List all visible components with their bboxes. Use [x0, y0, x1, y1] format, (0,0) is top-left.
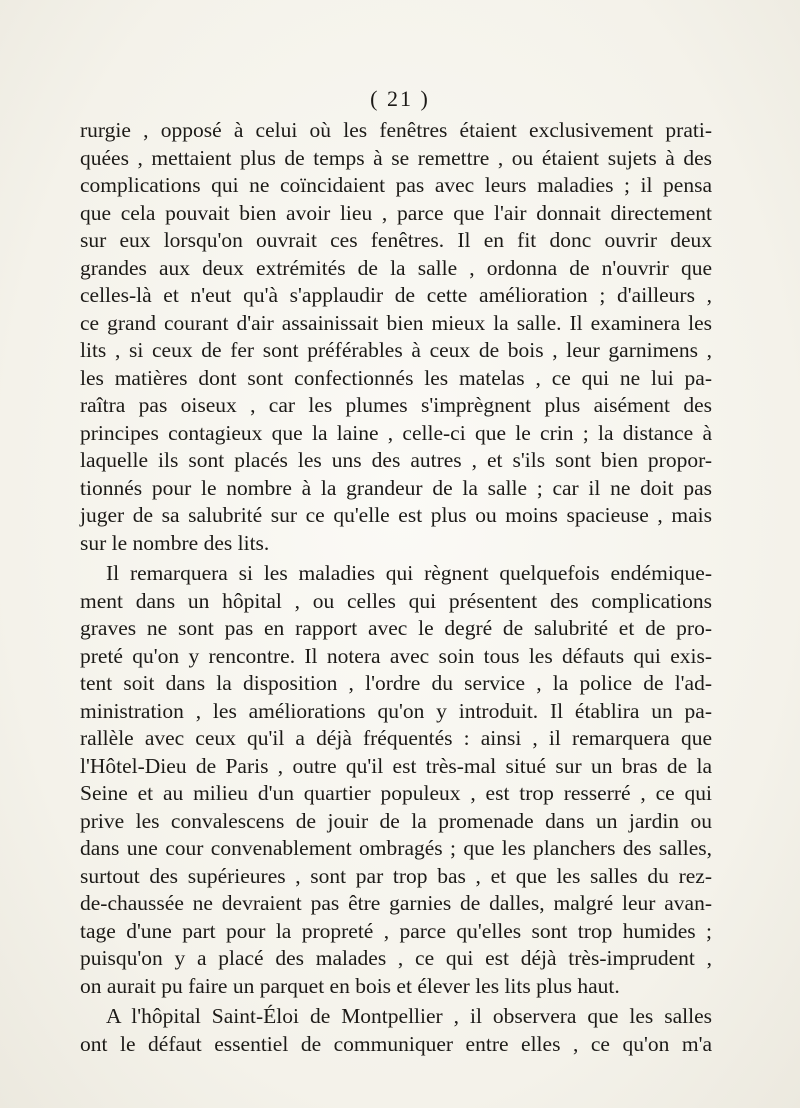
text-line: sur eux lorsqu'on ouvrait ces fenêtres. Il en fit donc ouvrir deux	[80, 228, 712, 252]
paragraph-3	[80, 1003, 712, 1058]
text-line: ministration , les améliorations qu'on y introduit. Il établira un pa-	[80, 698, 712, 723]
text-line: lits , si ceux de fer sont préférables à ceux de bois , leur garnimens ,	[80, 338, 712, 362]
body-text	[80, 117, 712, 1058]
page-number: ( 21 )	[370, 86, 430, 111]
text-line: complications qui ne coïncidaient pas avec leurs maladies ; il pensa	[80, 173, 712, 197]
text-line: quées , mettaient plus de temps à se remettre , ou étaient sujets à des	[80, 145, 712, 170]
text-line: sur le nombre des lits.	[80, 530, 270, 555]
text-line: principes contagieux que la laine , celle-ci que le crin ; la distance à	[80, 420, 712, 445]
text-line: surtout des supérieures , sont par trop bas , et que les salles du rez-	[80, 863, 712, 888]
text-line: ment dans un hôpital , ou celles qui présentent des complications	[80, 588, 712, 613]
text-line: tionnés pour le nombre à la grandeur de la salle ; car il ne doit pas	[80, 475, 712, 500]
text-line: l'Hôtel-Dieu de Paris , outre qu'il est très-mal situé sur un bras de la	[80, 753, 712, 778]
text-line: rallèle avec ceux qu'il a déjà fréquentés : ainsi , il remarquera que	[80, 726, 712, 750]
text-line: dans une cour convenablement ombragés ; que les planchers des salles,	[80, 836, 712, 860]
text-line: de-chaussée ne devraient pas être garnies de dalles, malgré leur avan-	[80, 891, 712, 915]
text-line: que cela pouvait bien avoir lieu , parce que l'air donnait directement	[80, 200, 712, 225]
text-line: celles-là et n'eut qu'à s'applaudir de cette amélioration ; d'ailleurs ,	[80, 283, 712, 307]
text-line: juger de sa salubrité sur ce qu'elle est plus ou moins spacieuse , mais	[80, 503, 712, 527]
text-line: preté qu'on y rencontre. Il notera avec soin tous les défauts qui exis-	[80, 643, 712, 668]
paragraph-2	[80, 560, 712, 1000]
text-line: prive les convalescens de jouir de la promenade dans un jardin ou	[80, 808, 712, 833]
text-line: rurgie , opposé à celui où les fenêtres étaient exclusivement prati-	[80, 118, 712, 142]
text-line: raîtra pas oiseux , car les plumes s'imprègnent plus aisément des	[80, 393, 712, 417]
text-line: tage d'une part pour la propreté , parce qu'elles sont trop humides ;	[80, 918, 712, 943]
text-line: les matières dont sont confectionnés les matelas , ce qui ne lui pa-	[80, 365, 712, 390]
text-line: Il remarquera si les maladies qui règnent quelquefois endémique-	[106, 561, 712, 585]
text-line: grandes aux deux extrémités de la salle , ordonna de n'ouvrir que	[80, 255, 712, 280]
text-line: tent soit dans la disposition , l'ordre du service , la police de l'ad-	[80, 671, 712, 695]
text-line: ont le défaut essentiel de communiquer entre elles , ce qu'on m'a	[80, 1031, 712, 1056]
text-line: puisqu'on y a placé des malades , ce qui est déjà très-imprudent ,	[80, 946, 712, 970]
text-line: on aurait pu faire un parquet en bois et élever les lits plus haut.	[80, 973, 620, 998]
text-line: ce grand courant d'air assainissait bien mieux la salle. Il examinera les	[80, 310, 712, 335]
text-line: graves ne sont pas en rapport avec le degré de salubrité et de pro-	[80, 616, 712, 640]
text-line: Seine et au milieu d'un quartier populeux , est trop resserré , ce qui	[80, 781, 712, 805]
text-line: laquelle ils sont placés les uns des autres , et s'ils sont bien propor-	[80, 448, 712, 472]
paragraph-1	[80, 117, 712, 557]
text-line: A l'hôpital Saint-Éloi de Montpellier , il observera que les salles	[106, 1004, 712, 1028]
